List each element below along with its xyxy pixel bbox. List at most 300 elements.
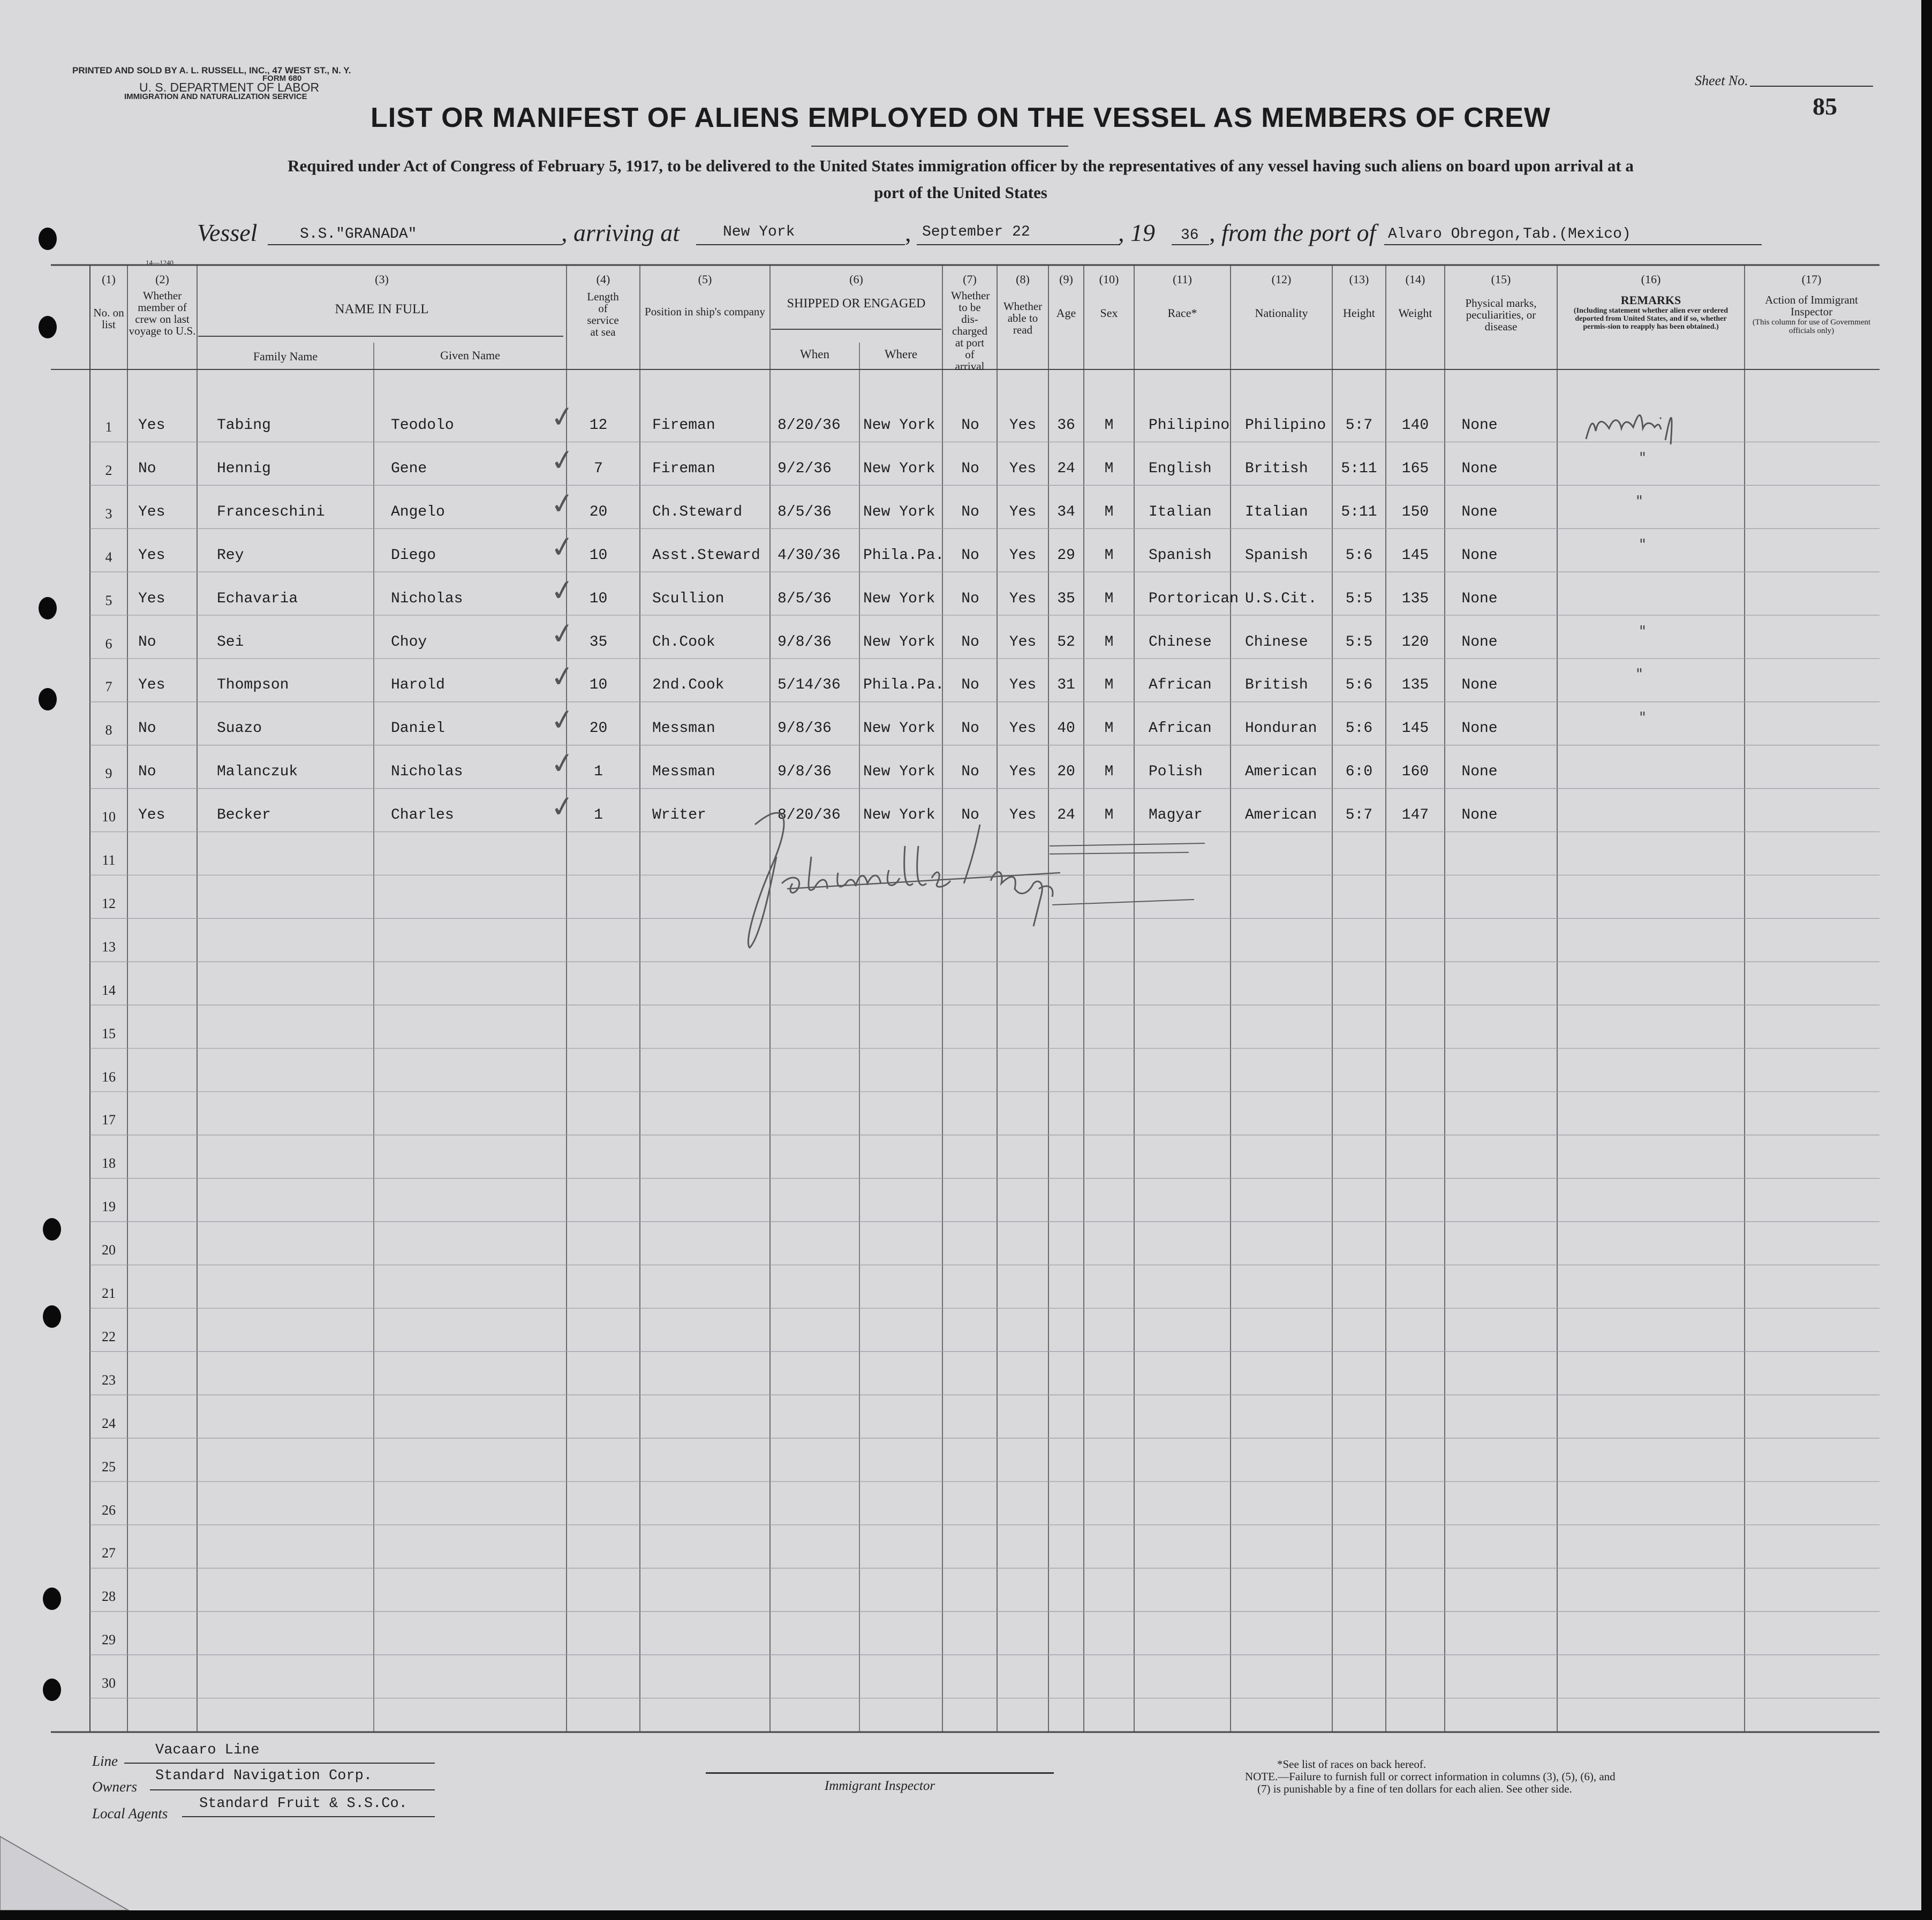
cell-weight: 120 [1401,633,1429,651]
cell-age: 29 [1057,547,1075,564]
cell-family: Sei [217,633,244,651]
service-check-mark: ✓ [548,788,577,825]
cell-where: New York [863,764,935,781]
col1-label: No. on list [93,306,124,331]
col15-label: Physical marks, peculiarities, or disease [1465,297,1537,334]
cell-family: Tabing [217,417,271,434]
cell-discharge: No [961,764,979,781]
col13-label: Height [1343,306,1375,320]
cell-sex: M [1104,460,1114,477]
cell-service: 1 [594,764,603,781]
cell-height: 5:7 [1345,807,1373,824]
empty-row-number: 24 [102,1415,116,1431]
races-note: *See list of races on back hereof. [1277,1758,1427,1771]
page-title: LIST OR MANIFEST OF ALIENS EMPLOYED ON THE VESSEL AS MEMBERS OF CREW [371,102,1551,133]
row-number: 7 [105,679,112,695]
cell-marks: None [1461,677,1498,694]
year-prefix: , 19 [1118,219,1155,246]
col8-header [997,273,1048,336]
col6-label: SHIPPED OR ENGAGED [787,297,926,311]
cell-height: 5:6 [1345,720,1373,737]
cell-given: Harold [391,677,445,694]
cell-family: Thompson [217,677,289,694]
col5-header [640,273,770,318]
penalty-note-line2: (7) is punishable by a fine of ten dollars for each alien. See other side. [1257,1782,1572,1795]
cell-family: Franceschini [217,503,325,520]
cell-nationality: Philipino [1245,417,1326,434]
cell-marks: None [1461,720,1498,737]
cell-nationality: American [1245,764,1317,781]
col4-label: Length of service at sea [587,290,619,339]
col13-header [1332,273,1386,319]
cell-height: 5:11 [1341,503,1377,520]
row-number: 9 [105,766,112,782]
owners-value: Standard Navigation Corp. [155,1768,373,1784]
cell-weight: 160 [1401,764,1429,781]
col7-number: (7) [963,273,977,286]
cell-when: 9/2/36 [778,460,832,477]
vessel-label: Vessel [197,219,258,246]
cell-height: 5:5 [1345,590,1373,607]
cell-given: Nicholas [391,764,463,781]
cell-read: Yes [1009,677,1037,694]
cell-discharge: No [961,547,979,564]
cell-sex: M [1104,633,1114,651]
cell-weight: 135 [1401,677,1429,694]
cell-where: New York [863,807,935,824]
cell-discharge: No [961,503,979,520]
cell-weight: 135 [1401,590,1429,607]
cell-age: 36 [1057,417,1075,434]
cell-where: New York [863,590,935,607]
col4-header [567,273,640,338]
remark-ditto-mark: " [1636,665,1643,683]
cell-sex: M [1104,417,1114,434]
cell-service: 1 [594,807,603,824]
col8-number: (8) [1016,273,1030,286]
cell-when: 9/8/36 [778,633,832,651]
cell-given: Gene [391,460,427,477]
remark-ditto-mark: " [1639,448,1646,466]
cell-position: Messman [652,764,715,781]
department-name: U. S. DEPARTMENT OF LABOR [139,80,320,94]
row-number: 3 [105,505,112,521]
arrival-year: 36 [1181,227,1199,244]
cell-where: Phila.Pa. [863,677,945,694]
cell-discharge: No [961,633,979,651]
col6-where-label: Where [884,347,918,361]
empty-row-number: 21 [102,1286,116,1301]
col9-header [1048,273,1084,319]
col11-header [1134,273,1231,319]
cell-nationality: Honduran [1245,720,1317,737]
cell-age: 40 [1057,720,1075,737]
cell-read: Yes [1009,633,1037,651]
empty-row-number: 20 [102,1242,116,1258]
col1-header [90,273,127,330]
service-check-mark: ✓ [548,528,577,565]
cell-weight: 145 [1401,547,1429,564]
cell-marks: None [1461,590,1498,607]
empty-row-number: 25 [102,1458,116,1475]
cell-read: Yes [1009,807,1037,824]
col15-number: (15) [1491,273,1511,286]
cell-read: Yes [1009,590,1037,607]
penalty-note-line1: NOTE.—Failure to furnish full or correct information in columns (3), (5), (6), and [1245,1770,1616,1783]
cell-height: 6:0 [1345,764,1373,781]
empty-row-number: 26 [102,1502,116,1518]
printer-line: PRINTED AND SOLD BY A. L. RUSSELL, INC., 47 WEST ST., N. Y. [72,65,351,75]
row-number: 2 [105,462,112,478]
form-number: FORM 680 [262,74,302,83]
cell-when: 9/8/36 [778,720,832,737]
inspector-signature-line [706,1772,1054,1774]
cell-family: Becker [217,807,271,824]
col11-number: (11) [1173,273,1192,286]
col16-header [1557,273,1745,331]
cell-weight: 150 [1401,503,1429,520]
cell-race: Polish [1149,764,1203,781]
cell-marks: None [1461,417,1498,434]
subtitle-line2: port of the United States [874,183,1047,202]
reship-remark-handwriting [1580,402,1697,450]
owners-label: Owners [92,1779,138,1795]
cell-discharge: No [961,677,979,694]
col17-note: (This column for use of Government officials only) [1752,318,1871,335]
cell-prev: Yes [138,503,165,520]
empty-row-number: 17 [102,1112,116,1128]
empty-row-number: 22 [102,1328,116,1344]
cell-sex: M [1104,590,1114,607]
cell-read: Yes [1009,764,1037,781]
cell-height: 5:6 [1345,547,1373,564]
cell-family: Rey [217,547,244,564]
col12-header [1231,273,1332,319]
agents-underline [182,1816,435,1817]
cell-weight: 140 [1401,417,1429,434]
col7-label: Whether to be dis-charged at port of arrival [951,289,990,373]
cell-family: Suazo [217,720,262,737]
cell-when: 5/14/36 [778,677,841,694]
row-number: 5 [105,592,112,608]
cell-when: 8/20/36 [778,807,841,824]
cell-marks: None [1461,633,1498,651]
col13-number: (13) [1349,273,1369,286]
cell-read: Yes [1009,503,1037,520]
departure-port: Alvaro Obregon,Tab.(Mexico) [1388,226,1631,243]
cell-marks: None [1461,807,1498,824]
col2-header [127,273,197,337]
service-check-mark: ✓ [548,745,577,782]
cell-position: Fireman [652,417,715,434]
service-check-mark: ✓ [548,442,577,479]
cell-position: Fireman [652,460,715,477]
empty-row-number: 28 [102,1589,116,1605]
cell-prev: Yes [138,547,165,564]
cell-service: 7 [594,460,603,477]
cell-position: 2nd.Cook [652,677,724,694]
col10-number: (10) [1099,273,1119,286]
cell-when: 8/20/36 [778,417,841,434]
col9-label: Age [1056,306,1076,320]
cell-prev: Yes [138,807,165,824]
col3-family-label: Family Name [253,350,318,363]
empty-row-number: 16 [102,1069,116,1085]
cell-weight: 165 [1401,460,1429,477]
cell-when: 8/5/36 [778,503,832,520]
col16-label: REMARKS [1620,293,1681,307]
col8-label: Whether able to read [1003,300,1043,337]
cell-race: Magyar [1149,807,1203,824]
cell-age: 24 [1057,807,1075,824]
cell-nationality: British [1245,677,1308,694]
cell-read: Yes [1009,417,1037,434]
cell-discharge: No [961,807,979,824]
service-check-mark: ✓ [548,615,577,652]
cell-prev: No [138,460,156,477]
cell-service: 20 [589,503,608,520]
col14-label: Weight [1398,306,1432,320]
service-check-mark: ✓ [548,701,577,739]
col4-number: (4) [596,273,610,286]
cell-sex: M [1104,764,1114,781]
arriving-label: , arriving at [561,219,680,246]
port-label: , from the port of [1209,219,1376,246]
col5-number: (5) [698,273,712,286]
remark-ditto-mark: " [1639,708,1646,727]
cell-race: Philipino [1149,417,1230,434]
cell-where: New York [863,460,935,477]
vessel-name: S.S."GRANADA" [300,226,417,243]
cell-race: African [1149,677,1212,694]
cell-where: Phila.Pa. [863,547,945,564]
cell-family: Hennig [217,460,271,477]
cell-position: Ch.Steward [652,503,743,520]
col17-number: (17) [1801,273,1822,286]
col17-header [1745,273,1878,336]
cell-age: 34 [1057,503,1075,520]
cell-marks: None [1461,503,1498,520]
cell-where: New York [863,503,935,520]
cell-family: Echavaria [217,590,298,607]
cell-sex: M [1104,503,1114,520]
col9-number: (9) [1059,273,1073,286]
col10-header [1084,273,1134,319]
cell-family: Malanczuk [217,764,298,781]
agents-label: Local Agents [92,1805,168,1821]
remark-ditto-mark: " [1639,535,1646,553]
cell-nationality: U.S.Cit. [1245,590,1317,607]
empty-row-number: 23 [102,1372,116,1388]
line-underline [124,1763,435,1764]
subtitle-line1: Required under Act of Congress of February 5, 1917, to be delivered to the United States immigration officer by the representatives of any vessel having such aliens on board upon arrival at a [288,156,1634,175]
cell-given: Nicholas [391,590,463,607]
empty-row-number: 27 [102,1545,116,1561]
service-name: IMMIGRATION AND NATURALIZATION SERVICE [124,92,307,101]
empty-row-number: 19 [102,1199,116,1215]
empty-row-number: 14 [102,982,116,998]
row-number: 1 [105,419,112,435]
cell-given: Charles [391,807,454,824]
cell-nationality: Chinese [1245,633,1308,651]
agents-value: Standard Fruit & S.S.Co. [199,1796,407,1812]
cell-position: Writer [652,807,706,824]
cell-when: 4/30/36 [778,547,841,564]
col16-number: (16) [1641,273,1661,286]
cell-race: Chinese [1149,633,1212,651]
cell-when: 8/5/36 [778,590,832,607]
cell-prev: No [138,764,156,781]
form-code: 14—1240 [146,259,173,267]
line-value: Vacaaro Line [155,1742,260,1758]
col5-label: Position in ship's company [645,305,765,319]
col6-number: (6) [849,273,863,286]
cell-prev: Yes [138,677,165,694]
col14-header [1386,273,1445,319]
col3-header [197,273,567,316]
inspector-signature [712,803,1221,964]
cell-age: 52 [1057,633,1075,651]
cell-position: Scullion [652,590,724,607]
cell-nationality: British [1245,460,1308,477]
cell-age: 20 [1057,764,1075,781]
cell-given: Choy [391,633,427,651]
cell-service: 12 [589,417,608,434]
cell-given: Angelo [391,503,445,520]
cell-given: Daniel [391,720,445,737]
col12-number: (12) [1271,273,1292,286]
cell-read: Yes [1009,547,1037,564]
cell-sex: M [1104,547,1114,564]
cell-race: Spanish [1149,547,1212,564]
remark-ditto-mark: " [1636,492,1643,510]
cell-prev: No [138,720,156,737]
col3-number: (3) [375,273,389,286]
cell-read: Yes [1009,460,1037,477]
cell-service: 35 [589,633,608,651]
cell-marks: None [1461,547,1498,564]
cell-nationality: American [1245,807,1317,824]
col1-number: (1) [102,273,116,286]
row-number: 10 [102,809,116,825]
cell-when: 9/8/36 [778,764,832,781]
service-check-mark: ✓ [548,485,577,522]
row-number: 8 [105,722,112,738]
cell-height: 5:5 [1345,633,1373,651]
cell-nationality: Italian [1245,503,1308,520]
sheet-number: 85 [1813,93,1837,120]
cell-weight: 147 [1401,807,1429,824]
service-check-mark: ✓ [548,571,577,609]
cell-weight: 145 [1401,720,1429,737]
empty-row-number: 13 [102,939,116,955]
cell-marks: None [1461,764,1498,781]
empty-row-number: 29 [102,1632,116,1648]
cell-discharge: No [961,720,979,737]
cell-position: Messman [652,720,715,737]
cell-discharge: No [961,417,979,434]
folded-corner [0,1820,139,1910]
col16-note: (Including statement whether alien ever ordered deported from United States, and if so, whether permis-sion to reapply has been obtained.) [1573,307,1729,331]
col11-label: Race* [1167,306,1197,320]
col15-header [1445,273,1557,332]
sheet-label: Sheet No. [1695,73,1748,88]
empty-row-number: 15 [102,1025,116,1041]
cell-marks: None [1461,460,1498,477]
cell-given: Teodolo [391,417,454,434]
col2-label: Whether member of crew on last voyage to U.S. [129,289,196,338]
cell-age: 31 [1057,677,1075,694]
cell-nationality: Spanish [1245,547,1308,564]
cell-read: Yes [1009,720,1037,737]
cell-age: 24 [1057,460,1075,477]
cell-race: Portorican [1149,590,1239,607]
col3-label: NAME IN FULL [335,302,429,317]
cell-race: African [1149,720,1212,737]
col12-label: Nationality [1255,306,1308,320]
cell-service: 20 [589,720,608,737]
cell-height: 5:7 [1345,417,1373,434]
cell-where: New York [863,417,935,434]
cell-position: Asst.Steward [652,547,760,564]
cell-given: Diego [391,547,436,564]
col3-given-label: Given Name [440,349,500,362]
inspector-label: Immigrant Inspector [824,1779,935,1793]
comma-separator: , [905,219,911,246]
remark-ditto-mark: " [1639,622,1646,640]
cell-prev: No [138,633,156,651]
arrival-date: September 22 [922,224,1030,240]
cell-sex: M [1104,807,1114,824]
line-label: Line [92,1753,118,1769]
cell-sex: M [1104,720,1114,737]
cell-discharge: No [961,590,979,607]
empty-row-number: 30 [102,1675,116,1691]
col14-number: (14) [1405,273,1425,286]
cell-age: 35 [1057,590,1075,607]
col10-label: Sex [1100,306,1118,320]
cell-sex: M [1104,677,1114,694]
cell-discharge: No [961,460,979,477]
col7-header [942,273,997,372]
arrival-port: New York [723,224,795,240]
cell-service: 10 [589,590,608,607]
empty-row-number: 18 [102,1155,116,1171]
cell-where: New York [863,720,935,737]
service-check-mark: ✓ [548,398,577,435]
row-number: 4 [105,549,112,565]
col2-number: (2) [155,273,169,286]
row-number: 6 [105,636,112,652]
cell-race: Italian [1149,503,1212,520]
col17-label: Action of Immigrant Inspector [1765,293,1858,319]
col6-header [770,273,942,311]
cell-prev: Yes [138,590,165,607]
cell-service: 10 [589,547,608,564]
service-check-mark: ✓ [548,658,577,696]
owners-underline [150,1789,435,1790]
cell-height: 5:11 [1341,460,1377,477]
cell-position: Ch.Cook [652,633,715,651]
cell-prev: Yes [138,417,165,434]
empty-row-number: 11 [102,852,116,868]
col6-when-label: When [800,347,829,361]
cell-height: 5:6 [1345,677,1373,694]
cell-race: English [1149,460,1212,477]
cell-where: New York [863,633,935,651]
cell-service: 10 [589,677,608,694]
empty-row-number: 12 [102,895,116,911]
